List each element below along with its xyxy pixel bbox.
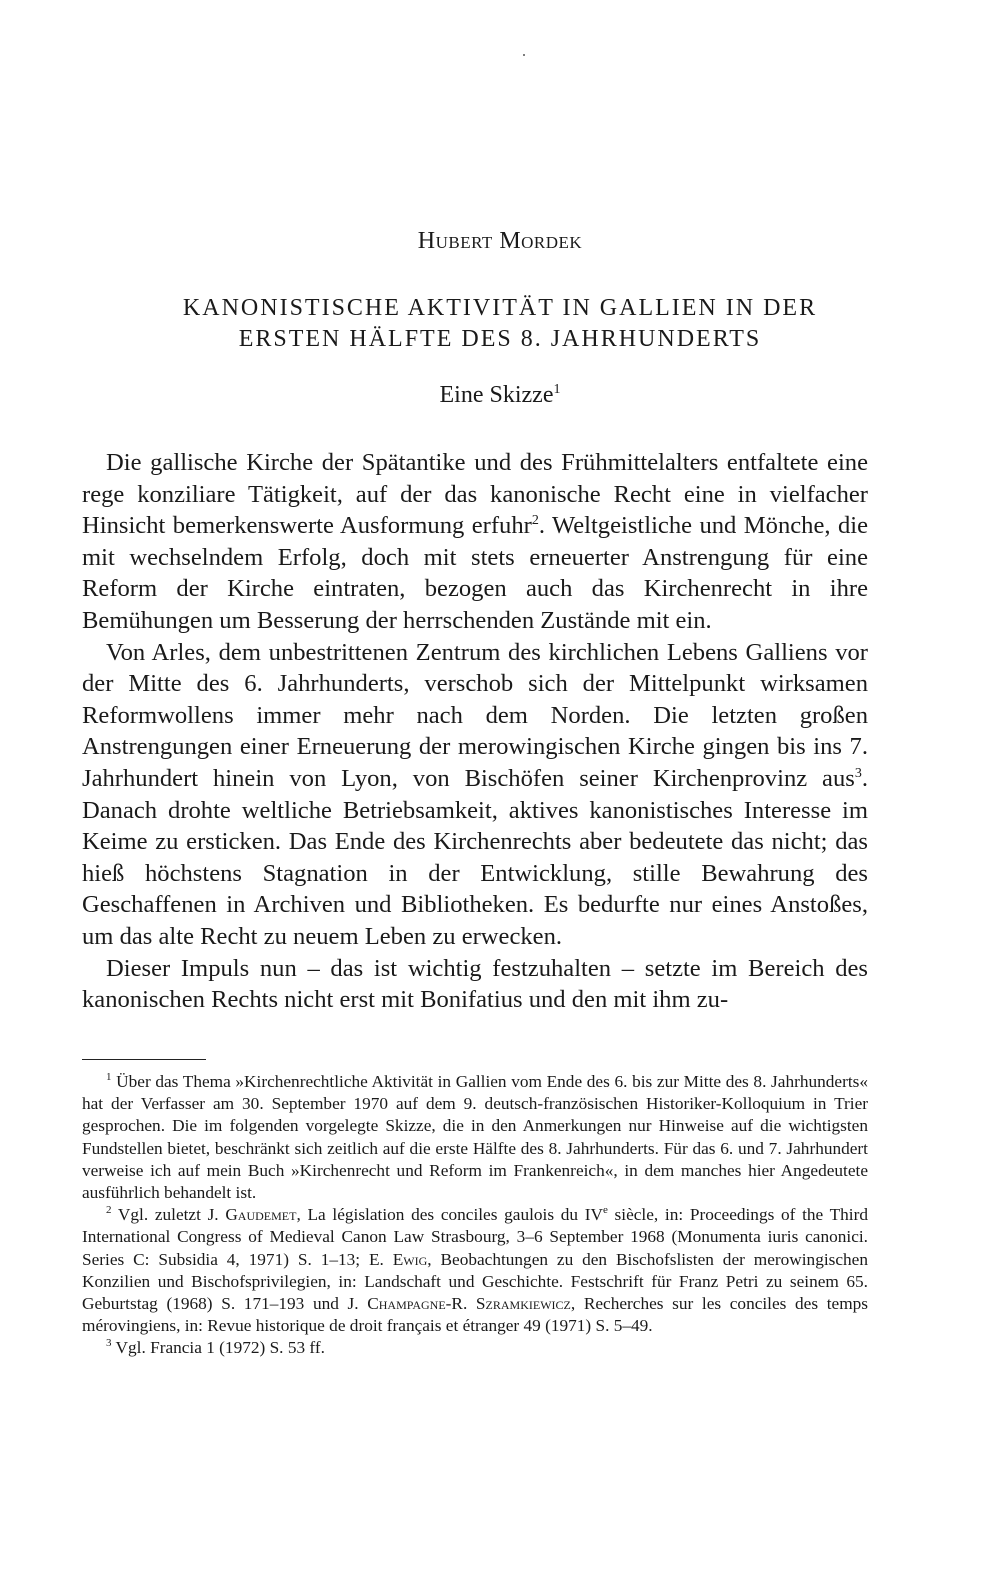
body-text [82, 447, 868, 1016]
footnote-3-text: Vgl. Francia 1 (1972) S. 53 ff. [115, 1338, 325, 1358]
title-line-2: ERSTEN HÄLFTE DES 8. JAHRHUNDERTS [238, 326, 762, 352]
paragraph-2-text-b: . Danach drohte weltliche Betriebsamkeit, aktives kanonistisches Interesse im Keime zu ersticken. Das Ende des Kirchenrechts aber bedeutete das nicht; das hieß höchstens Stagnation in der Entwicklung, stille Bewahrung des Geschaffenen in Archiven und Bibliotheken. Es bedurfte nur eines Anstoßes, um das alte Recht zu neuem Leben zu erwecken. [82, 764, 868, 950]
footnote-ref-3: 3 [854, 765, 862, 781]
subtitle-text: Eine Skizze [439, 382, 554, 408]
footnote-3-mark: 3 [106, 1337, 112, 1350]
article-subtitle [0, 382, 1000, 409]
paragraph-1 [82, 447, 868, 637]
page-speck [523, 54, 525, 56]
footnotes [82, 1071, 868, 1360]
footnote-2-text-b: , La législation des conciles gaulois du IV [296, 1205, 603, 1225]
paragraph-2 [82, 637, 868, 953]
footnote-2-author-gaudemet: Gaudemet [225, 1205, 297, 1225]
footnote-2 [82, 1204, 868, 1337]
title-line-1: KANONISTISCHE AKTIVITÄT IN GALLIEN IN DER [182, 295, 818, 321]
footnote-2-text-c: siècle, in: Proceedings of the Third International Congress of Medieval Canon Law Strasbourg, 3–6 September 1968 (Monumenta iuris canonici. Series C: Subsidia 4, 1971) S. 1–13; E. [82, 1205, 868, 1269]
paragraph-3: Dieser Impuls nun – das ist wichtig festzuhalten – setzte im Bereich des kanonischen Rechts nicht erst mit Bonifatius und den mit ihm zu- [82, 954, 868, 1014]
article-title [0, 293, 1000, 355]
paragraph-1-text-a: Die gallische Kirche der Spätantike und des Frühmittelalters entfaltete eine rege konziliare Tätigkeit, auf der das kanonische Recht eine in vielfacher Hinsicht bemerkenswerte Ausformung erfuhr [82, 449, 868, 540]
footnote-ref-2: 2 [531, 513, 539, 528]
footnote-2-text-e: , Recherches sur les conciles des temps mérovingiens, in: Revue historique de droit français et étranger 49 (1971) S. 5–49. [82, 1294, 869, 1336]
footnote-1-mark: 1 [106, 1071, 112, 1084]
paragraph-2-text-a: Von Arles, dem unbestrittenen Zentrum des kirchlichen Lebens Galliens vor der Mitte des 6. Jahrhunderts, verschob sich der Mittelpunkt wirksamen Reformwollens immer mehr nach dem Norden. Die letzten großen Anstrengungen einer Erneuerung der merowingischen Kirche gingen bis ins 7. Jahrhundert hinein von Lyon, von Bischöfen seiner Kirchenprovinz aus [82, 638, 868, 792]
footnote-1 [82, 1071, 868, 1204]
footnote-1-text: Über das Thema »Kirchenrechtliche Aktivität in Gallien vom Ende des 6. bis zur Mitte des 8. Jahrhunderts« hat der Verfasser am 30. September 1970 auf dem 9. deutsch-französischen Historiker-Kolloquium in Trier gesprochen. Die im folgenden vorgelegte Skizze, die in den Anmerkungen nur Hinweise auf die wichtigsten Fundstellen bietet, beschränkt sich zeitlich auf die erste Hälfte des 8. Jahrhunderts. Für das 6. und 7. Jahrhundert verweise ich auf mein Buch »Kirchenrecht und Reform im Frankenreich«, in dem manches hier Angedeutete ausführlich behandelt ist. [82, 1072, 868, 1203]
footnote-2-author-ewig: Ewig [392, 1249, 428, 1269]
author-name: Hubert Mordek [417, 228, 583, 254]
footnote-ref-1: 1 [553, 382, 561, 397]
paragraph-1-text-b: . Weltgeistliche und Mönche, die mit wechselndem Erfolg, doch mit stets erneuerter Anstrengung für eine Reform der Kirche eintraten, bezogen auch das Kirchenrecht in ihre Bemühungen um Besserung der herrschenden Zustände mit ein. [82, 512, 868, 634]
footnote-2-text-a: Vgl. zuletzt J. [117, 1205, 226, 1225]
footnote-2-superscript: e [602, 1204, 608, 1217]
footnote-2-text-d: , Beobachtungen zu den Bischofslisten der merowingischen Konzilien und Bischofsprivilegien, in: Landschaft und Geschichte. Festschrift für Franz Petri zu seinem 65. Geburtstag (1968) S. 171–193 und J. [82, 1249, 868, 1314]
footnote-3 [82, 1337, 868, 1359]
footnote-separator [82, 1059, 206, 1060]
footnote-2-author-champagne: Champagne-R. Szramkiewicz [367, 1294, 571, 1314]
footnote-2-mark: 2 [106, 1204, 112, 1217]
